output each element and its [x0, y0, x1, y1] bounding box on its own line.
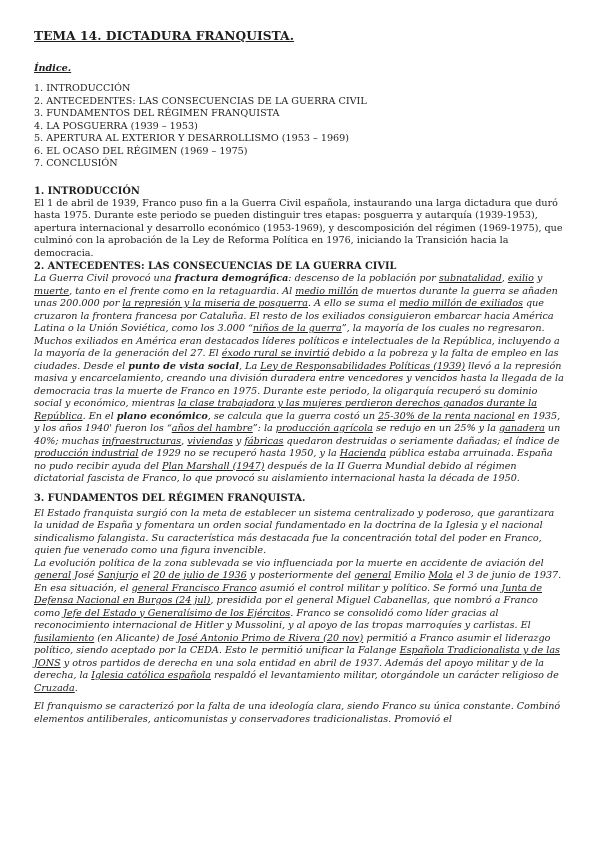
- text-run: . A ello se suma el: [307, 298, 400, 309]
- text-run-underlined: subnatalidad: [438, 273, 502, 284]
- toc-item: 7. CONCLUSIÓN: [34, 158, 118, 169]
- text-run-underlined: Iglesia católica española: [91, 670, 211, 681]
- text-run: y otros partidos de derecha en una sola entidad en abril de 1937. Además del apoyo militar y de la derecha, la: [34, 657, 545, 681]
- text-run: debido a la pobreza y la falta de empleo en las ciudades. Desde el: [34, 348, 559, 372]
- fundamentos-paragraph-1: El Estado franquista surgió con la meta de establecer un sistema centralizado y poderoso, que garantizara la unidad de España y fomentara un orden social fundamentado en la doctrina de la Iglesia y el nacional sindicalismo falangista. Su característica más destacada fue la concentración total del poder en Franco, quien fue venerado como una figura invencible.: [34, 507, 555, 556]
- fundamentos-paragraph-2: [34, 558, 566, 696]
- text-run: , tanto en el frente como en la retaguardia. Al: [69, 285, 296, 297]
- text-run-underlined: 25-30% de la renta nacional: [378, 410, 515, 422]
- text-run-underlined: Española Tradicionalista y de las JONS: [34, 645, 560, 669]
- text-run: , La: [239, 360, 261, 372]
- text-run-underlined: infraestructuras: [102, 435, 182, 447]
- toc-item: 2. ANTECEDENTES: LAS CONSECUENCIAS DE LA GUERRA CIVIL: [34, 95, 367, 107]
- text-run-underlined: éxodo rural se invirtió: [221, 348, 330, 359]
- toc-item: 4. LA POSGUERRA (1939 – 1953): [34, 120, 198, 132]
- text-run: pública estaba arruinada. España no pudo recibir ayuda del: [34, 448, 553, 472]
- text-run: que cruzaron la frontera francesa por Cataluña. El resto de los exiliados consiguieron embarcar hacia América Latina o la Unión Soviética, como los 3.000 “: [34, 298, 554, 334]
- text-run-bold: punto de vista social: [128, 360, 240, 372]
- text-run-underlined: Plan Marshall (1947): [162, 460, 265, 472]
- text-run: (en Alicante) de: [94, 632, 178, 644]
- text-run-underlined: ganadera: [498, 423, 545, 434]
- text-run: La evolución política de la zona sublevada se vio influenciada por la muerte en accidente de aviación del: [34, 557, 544, 569]
- toc-item: 1. INTRODUCCIÓN: [34, 83, 131, 94]
- text-run: y posteriormente del: [246, 570, 355, 581]
- text-run-underlined: muerte: [34, 285, 70, 297]
- toc-item: 6. EL OCASO DEL RÉGIMEN (1969 – 1975): [34, 145, 248, 157]
- text-run: se redujo en un 25% y la: [372, 423, 499, 434]
- toc-item: 5. APERTURA AL EXTERIOR Y DESARROLLISMO (1953 – 1969): [34, 133, 350, 144]
- text-run: ”: la: [252, 423, 276, 434]
- text-run-underlined: José Antonio Primo de Rivera (20 nov): [177, 632, 364, 644]
- text-run-underlined: la clase trabajadora y las mujeres perdieron derechos ganados durante la República: [34, 398, 537, 422]
- text-run-underlined: años del hambre: [171, 423, 253, 434]
- text-run: y: [232, 435, 245, 447]
- text-run-underlined: producción industrial: [34, 448, 139, 459]
- text-run: Emilio: [391, 570, 429, 581]
- text-run-underlined: Ley de Responsabilidades Políticas (1939): [260, 360, 466, 372]
- section-heading-fundamentos: 3. FUNDAMENTOS DEL RÉGIMEN FRANQUISTA.: [34, 492, 306, 504]
- text-run-underlined: Hacienda: [339, 448, 387, 459]
- text-run: : descenso de la población por: [288, 273, 439, 284]
- text-run-underlined: medio millón de exiliados: [399, 298, 523, 309]
- text-run: respaldó el levantamiento militar, otorgándole un carácter religioso de: [210, 670, 559, 681]
- text-run: .: [74, 682, 78, 694]
- text-run-underlined: 20 de julio de 1936: [153, 570, 247, 581]
- antecedentes-paragraph: [34, 273, 566, 486]
- text-run-underlined: fábricas: [244, 435, 284, 447]
- toc-item: 3. FUNDAMENTOS DEL RÉGIMEN FRANQUISTA: [34, 108, 280, 119]
- fundamentos-paragraph-3: El franquismo se caracterizó por la falta de una ideología clara, siendo Franco su única constante. Combinó elementos antiliberales, anticomunistas y conservadores tradicionalistas. Promovió el: [34, 701, 561, 725]
- text-run-underlined: fusilamiento: [34, 632, 95, 644]
- text-run: el: [138, 570, 154, 581]
- text-run: quedaron destruidas o seriamente dañadas; el índice de: [283, 435, 560, 447]
- text-run: ,: [501, 273, 508, 284]
- text-run-underlined: exilio: [507, 273, 534, 284]
- text-run-underlined: viviendas: [187, 435, 233, 447]
- text-run-underlined: Mola: [428, 570, 453, 581]
- text-run-bold: plano económico: [116, 410, 208, 422]
- text-run: José: [71, 570, 98, 581]
- text-run-underlined: general: [354, 570, 392, 581]
- text-run-underlined: Junta de Defensa Nacional en Burgos (24 jul): [34, 582, 543, 606]
- text-run: , presidida por el general Miguel Cabanellas, que nombró a Franco como: [34, 595, 538, 619]
- text-run-underlined: Cruzada: [34, 682, 75, 694]
- text-run: después de la II Guerra Mundial debido al régimen dictatorial fascista de Franco, lo que provocó su aislamiento internacional hasta la década de 1950.: [34, 460, 520, 484]
- text-run: asumió el control militar y político. Se formó una: [256, 582, 502, 594]
- text-run: llevó a la represión masiva y encarcelamiento, creando una división duradera entre vencedores y vencidos hasta la llegada de la democracia tras la muerte de Franco en 1975. Durante este periodo, la oligarquía recuperó su dominio social y económico, mientras: [34, 360, 564, 409]
- text-run-underlined: producción agrícola: [275, 423, 373, 434]
- text-run: el 3 de junio de 1937. En esa situación, el: [34, 570, 562, 594]
- intro-paragraph: El 1 de abril de 1939, Franco puso fin a la Guerra Civil española, instaurando una larga dictadura que duró hasta 1975. Durante este periodo se pueden distinguir tres etapas: posguerra y autarquía (1939-1953), apertura internacional y desarrollo económico (1953-1969), y descomposición del régimen (1969-1975), que culminó con la aprobación de la Ley de Reforma Política en 1976, iniciando la Transición hacia la democracia.: [34, 197, 563, 259]
- text-run-underlined: Sanjurjo: [97, 570, 139, 581]
- section-heading-intro: 1. INTRODUCCIÓN: [34, 185, 140, 197]
- text-run: ,: [181, 435, 188, 447]
- text-run-underlined: general: [34, 570, 72, 581]
- text-run-bold: fractura demográfica: [174, 273, 289, 284]
- text-run: , se calcula que la guerra costó un: [207, 410, 379, 422]
- text-run: de muertos durante la guerra se añaden unas 200.000 por: [34, 285, 558, 309]
- text-run: de 1929 no se recuperó hasta 1950, y la: [138, 448, 340, 459]
- text-run-underlined: Jefe del Estado y Generalísimo de los Ejércitos: [63, 607, 291, 619]
- text-run: ”, la mayoría de los cuales no regresaron. Muchos exiliados en América eran destacados líderes políticos e intelectuales de la República, incluyendo a la mayoría de la generación del 27. El: [34, 323, 560, 359]
- table-of-contents: [34, 83, 566, 171]
- text-run-underlined: niños de la guerra: [252, 323, 342, 334]
- document-title: TEMA 14. DICTADURA FRANQUISTA.: [34, 29, 295, 43]
- text-run-underlined: medio millón: [295, 285, 359, 297]
- text-run: . Franco se consolidó como líder gracias al reconocimiento internacional de Hitler y Mussolini, y al apoyo de las tropas marroquíes y carlistas. El: [34, 607, 531, 631]
- text-run: La Guerra Civil provocó una: [34, 273, 175, 284]
- text-run: un 40%; muchas: [34, 423, 561, 447]
- index-heading: Índice.: [34, 62, 72, 74]
- text-run-underlined: la represión y la miseria de posguerra: [122, 298, 308, 309]
- text-run: permitió a Franco asumir el liderazgo político, siendo aceptado por la CEDA. Esto le permitió unificar la Falange: [34, 632, 551, 656]
- text-run: . En el: [82, 410, 117, 422]
- section-heading-antecedentes: 2. ANTECEDENTES: LAS CONSECUENCIAS DE LA GUERRA CIVIL: [34, 261, 397, 272]
- text-run: y: [533, 273, 543, 284]
- text-run-underlined: general Francisco Franco: [131, 582, 257, 594]
- text-run: en 1935, y los años 1940' fueron los “: [34, 410, 561, 434]
